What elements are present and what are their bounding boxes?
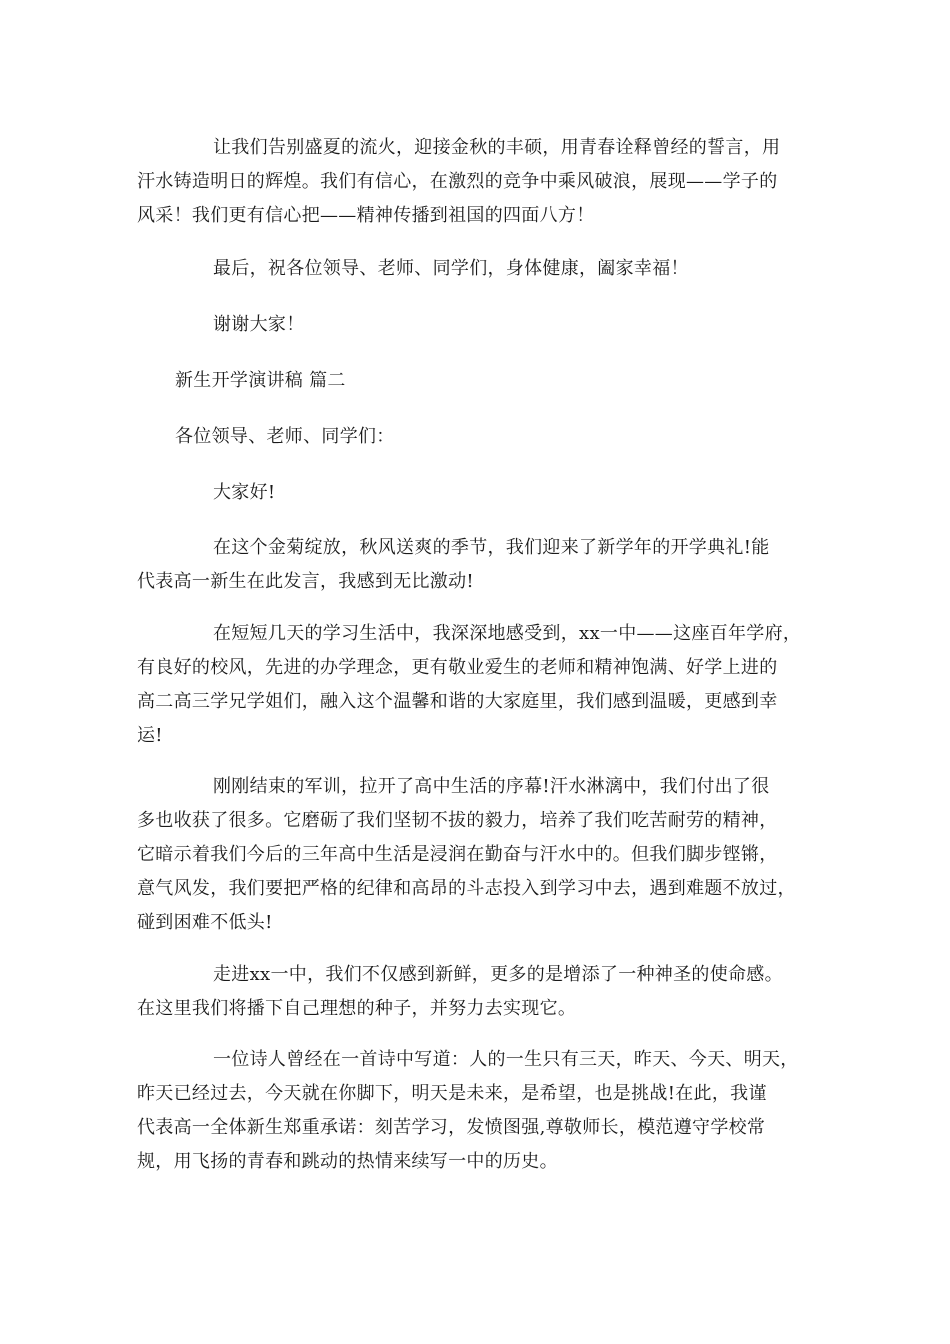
text-line: 走进xx一中，我们不仅感到新鲜，更多的是增添了一种神圣的使命感。 <box>213 964 783 985</box>
paragraph-thanks <box>137 308 817 342</box>
text-line: 规，用飞扬的青春和跳动的热情来续写一中的历史。 <box>137 1151 558 1172</box>
salutation: 各位领导、老师、同学们： <box>175 426 395 447</box>
text-line: 刚刚结束的军训，拉开了高中生活的序幕!汗水淋漓中，我们付出了很 <box>213 776 770 797</box>
paragraph-school-impression <box>137 617 817 753</box>
text-line: 代表高一新生在此发言，我感到无比激动! <box>137 571 474 592</box>
text-line: 一位诗人曾经在一首诗中写道：人的一生只有三天，昨天、今天、明天， <box>213 1049 799 1070</box>
text-line: 它暗示着我们今后的三年高中生活是浸润在勤奋与汗水中的。但我们脚步铿锵， <box>137 844 778 865</box>
text-line: 最后，祝各位领导、老师、同学们，身体健康，阖家幸福！ <box>213 258 689 279</box>
text-line: 汗水铸造明日的辉煌。我们有信心，在激烈的竞争中乘风破浪，展现——学子的 <box>137 171 778 192</box>
text-line: 大家好! <box>213 482 276 503</box>
greeting <box>137 476 817 510</box>
text-line: 代表高一全体新生郑重承诺：刻苦学习，发愤图强,尊敬师长，模范遵守学校常 <box>137 1117 766 1138</box>
paragraph-blessing <box>137 252 817 286</box>
text-line: 多也收获了很多。它磨砺了我们坚韧不拔的毅力，培养了我们吃苦耐劳的精神， <box>137 810 778 831</box>
paragraph-military-training <box>137 770 817 940</box>
text-line: 在这个金菊绽放，秋风送爽的季节，我们迎来了新学年的开学典礼!能 <box>213 537 770 558</box>
text-line: 高二高三学兄学姐们，融入这个温馨和谐的大家庭里，我们感到温暖，更感到幸 <box>137 691 778 712</box>
section-heading: 新生开学演讲稿 篇二 <box>175 370 346 391</box>
text-line: 意气风发，我们要把严格的纪律和高昂的斗志投入到学习中去，遇到难题不放过， <box>137 878 796 899</box>
text-line: 谢谢大家！ <box>213 314 305 335</box>
text-line: 风采！我们更有信心把——精神传播到祖国的四面八方！ <box>137 205 595 226</box>
text-line: 昨天已经过去，今天就在你脚下，明天是未来，是希望，也是挑战!在此，我谨 <box>137 1083 767 1104</box>
text-line: 碰到困难不低头! <box>137 912 273 933</box>
text-line: 在短短几天的学习生活中，我深深地感受到，xx一中——这座百年学府， <box>213 623 802 644</box>
text-line: 运! <box>137 725 163 746</box>
paragraph-mission <box>137 958 817 1026</box>
text-line: 让我们告别盛夏的流火，迎接金秋的丰硕，用青春诠释曾经的誓言，用 <box>213 137 781 158</box>
text-line: 有良好的校风，先进的办学理念，更有敬业爱生的老师和精神饱满、好学上进的 <box>137 657 778 678</box>
text-line: 在这里我们将播下自己理想的种子，并努力去实现它。 <box>137 998 577 1019</box>
paragraph-opening <box>137 531 817 599</box>
paragraph-closing-vision <box>137 131 817 233</box>
paragraph-pledge <box>137 1043 817 1179</box>
